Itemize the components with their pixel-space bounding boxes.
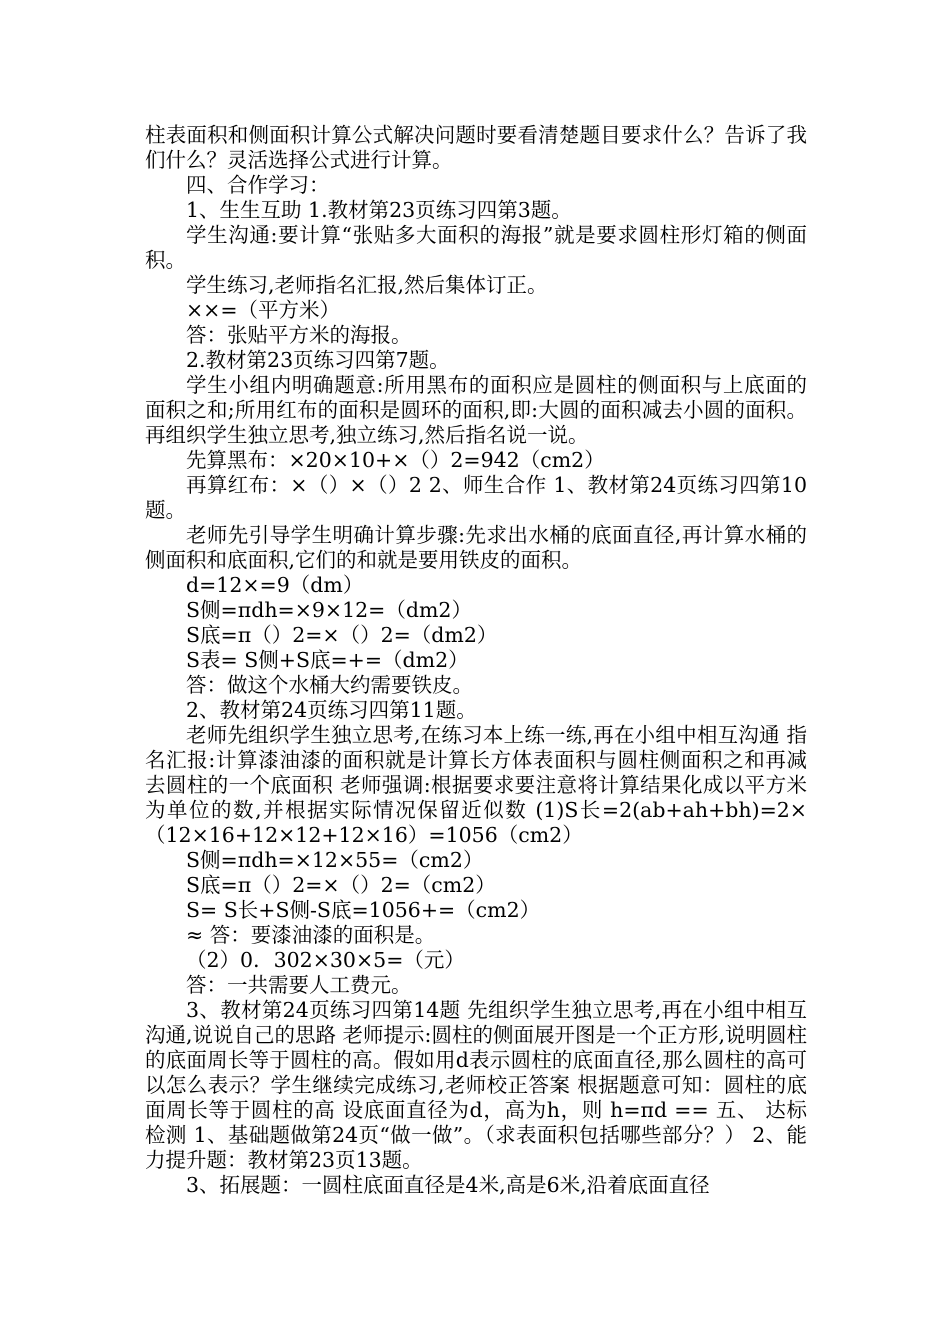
answer-line: 答：张贴平方米的海报。 [186, 323, 412, 347]
paragraph-exercise-7: 2.教材第23页练习四第7题。 [186, 348, 450, 372]
formula-line: ××=（平方米） [186, 298, 341, 322]
paragraph-extension-question: 3、拓展题：一圆柱底面直径是4米,高是6米,沿着底面直径 [186, 1173, 710, 1197]
formula-black-cloth: 先算黑布：×20×10+×（）2=942（cm2） [186, 448, 605, 472]
formula-red-cloth: 再算红布：×（）×（）2 2、师生合作 1、教材第24页练习四第10题。 [145, 473, 807, 522]
formula-diameter: d=12×=9（dm） [186, 573, 364, 597]
formula-base-area: S底=π（）2=×（）2=（dm2） [186, 623, 498, 647]
formula-total-area: S= S长+S侧-S底=1056+=（cm2） [186, 898, 541, 922]
answer-line: 答：做这个水桶大约需要铁皮。 [186, 673, 473, 697]
section-heading-cooperative-learning: 四、合作学习： [186, 173, 330, 197]
paragraph-group-discussion: 学生小组内明确题意:所用黑布的面积应是圆柱的侧面积与上底面的面积之和;所用红布的面积是圆环的面积,即:大圆的面积减去小圆的面积。再组织学生独立思考,独立练习,然后指名说一说。 [145, 373, 807, 447]
paragraph-peer-help: 1、生生互助 1.教材第23页练习四第3题。 [186, 198, 572, 222]
paragraph-student-communication: 学生沟通:要计算“张贴多大面积的海报”就是要求圆柱形灯箱的侧面积。 [145, 223, 807, 272]
answer-line: ≈ 答：要漆油漆的面积是。 [186, 923, 436, 947]
formula-surface-area: S表= S侧+S底=+=（dm2） [186, 648, 469, 672]
paragraph-continuation: 柱表面积和侧面积计算公式解决问题时要看清楚题目要求什么？告诉了我们什么？灵活选择公式进行计算。 [145, 123, 807, 172]
paragraph-student-practice: 学生练习,老师指名汇报,然后集体订正。 [186, 273, 548, 297]
paragraph-teacher-guide: 老师先引导学生明确计算步骤:先求出水桶的底面直径,再计算水桶的侧面积和底面积,它们的和就是要用铁皮的面积。 [145, 523, 807, 572]
formula-base-area: S底=π（）2=×（）2=（cm2） [186, 873, 496, 897]
formula-side-area: S侧=πdh=×9×12=（dm2） [186, 598, 472, 622]
answer-line: 答：一共需要人工费元。 [186, 973, 412, 997]
paragraph-exercise-14: 3、教材第24页练习四第14题 先组织学生独立思考,再在小组中相互沟通,说说自己的思路 老师提示:圆柱的侧面展开图是一个正方形,说明圆柱的底面周长等于圆柱的高。假如用d表示圆柱的底面直径,那么圆柱的高可以怎么表示？学生继续完成练习,老师校正答案 根据题意可知：圆柱的底面周长等于圆柱的高 设底面直径为d，高为h，则 h=πd == 五、 达标检测 1、基础题做第24页“做一做”。（求表面积包括哪些部分？） 2、能力提升题：教材第23页13题。 [145, 998, 807, 1172]
paragraph-paint-area: 老师先组织学生独立思考,在练习本上练一练,再在小组中相互沟通 指名汇报:计算漆油漆的面积就是计算长方体表面积与圆柱侧面积之和再减去圆柱的一个底面积 老师强调:根据要求要注意将计算结果化成以平方米为单位的数,并根据实际情况保留近似数 (1)S长=2(ab+ah+bh)=2×（12×16+12×12+12×16）=1056（cm2） [145, 723, 807, 847]
paragraph-exercise-11: 2、教材第24页练习四第11题。 [186, 698, 477, 722]
formula-side-area: S侧=πdh=×12×55=（cm2） [186, 848, 484, 872]
document-body [145, 123, 807, 1198]
formula-labor-cost: （2）0．302×30×5=（元） [186, 948, 465, 972]
